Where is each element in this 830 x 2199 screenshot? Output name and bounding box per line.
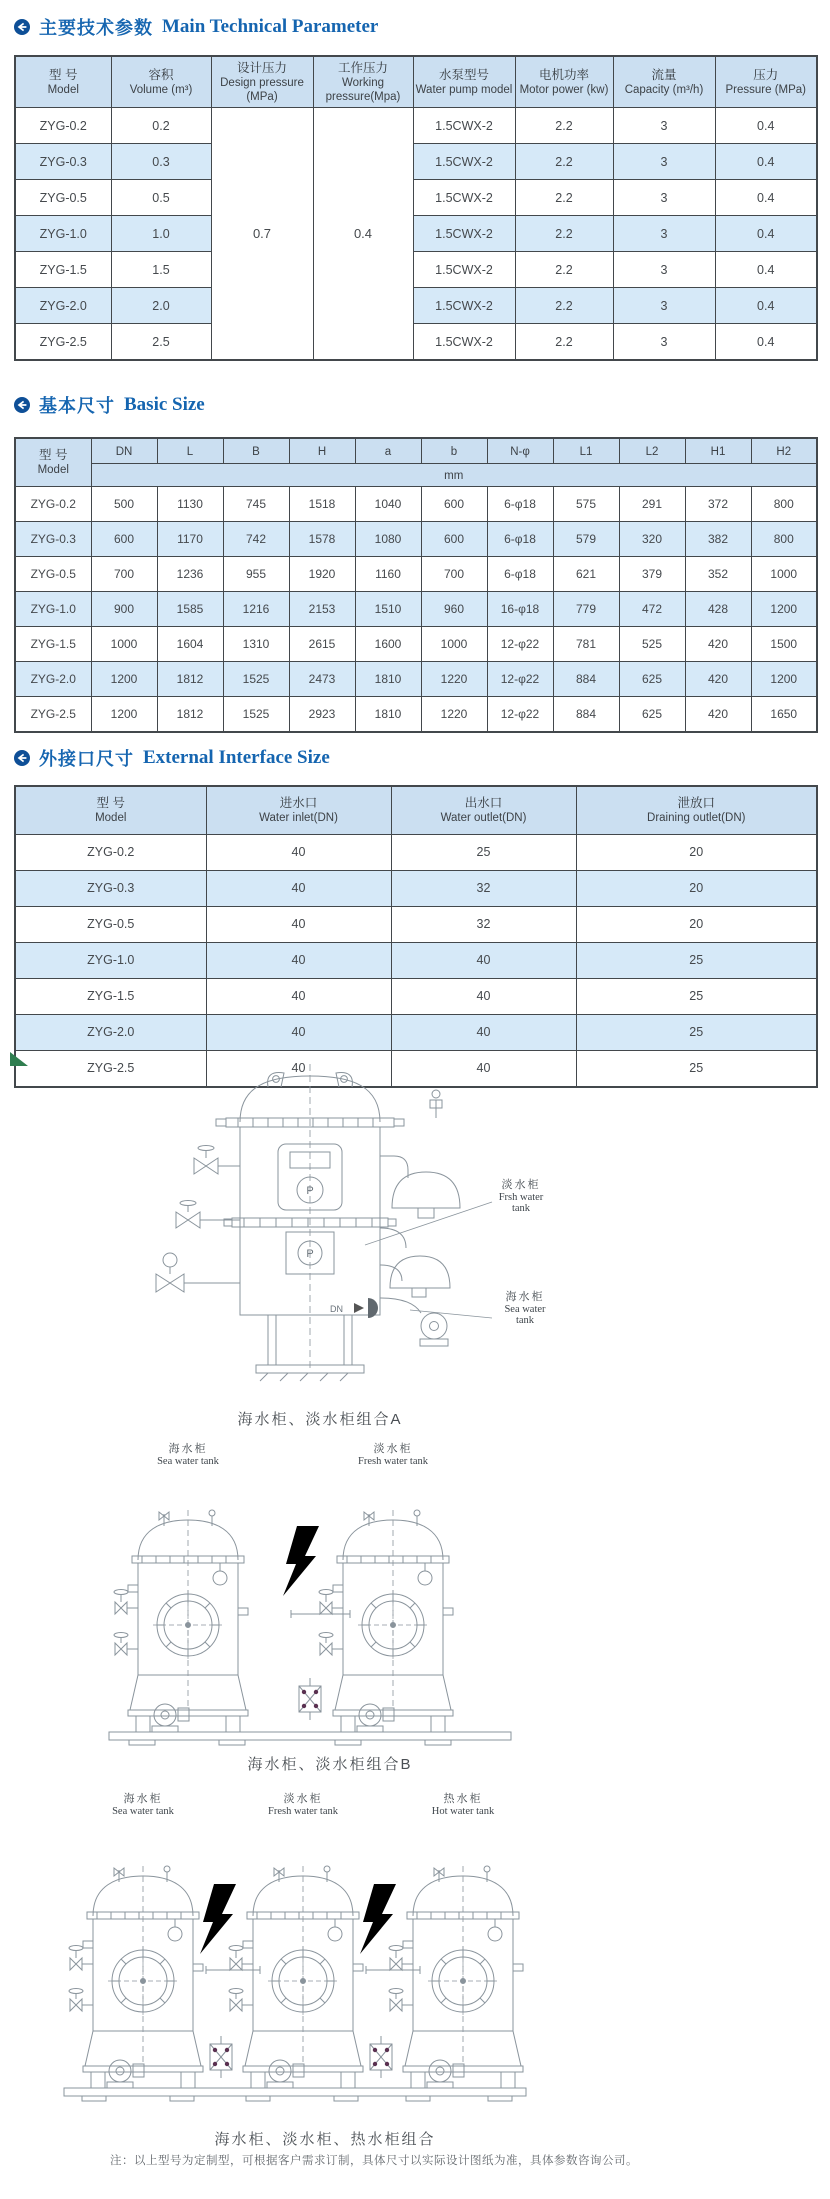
diagram-label-fresh-water-tank: 淡水柜 Fresh water tank	[268, 1793, 338, 1817]
diagram-label-sea-water-tank: 海水柜 Sea water tank	[112, 1793, 174, 1817]
table-cell: 1040	[355, 487, 421, 522]
table-cell: 12-φ22	[487, 662, 553, 697]
interface-size-table	[14, 785, 818, 1088]
table-cell: ZYG-2.0	[15, 662, 91, 697]
table-cell: 1220	[421, 697, 487, 733]
table-cell: ZYG-0.2	[15, 487, 91, 522]
table-cell: 700	[91, 557, 157, 592]
diagram-label-fresh-water-tank: 淡水柜 Frsh water tank	[498, 1179, 544, 1214]
diagram-label-sea-water-tank: 海水柜 Sea water tank	[157, 1443, 219, 1467]
table-cell: 0.4	[715, 216, 817, 252]
dn-label: DN	[330, 1304, 343, 1314]
table-cell: 40	[206, 1050, 391, 1087]
table-cell: 525	[619, 627, 685, 662]
table-cell: 2.2	[515, 324, 613, 361]
section-title-en: External Interface Size	[143, 747, 330, 768]
table-cell: 372	[685, 487, 751, 522]
valve-unit-icon	[299, 1678, 321, 1720]
table-cell: ZYG-2.5	[15, 697, 91, 733]
table-cell: 40	[391, 1050, 576, 1087]
table-cell: 1130	[157, 487, 223, 522]
lightning-bolt-icon	[360, 1884, 396, 1954]
table-row	[15, 108, 817, 144]
table-cell: 1220	[421, 662, 487, 697]
table-row	[15, 324, 817, 361]
table-header-row	[15, 786, 817, 834]
section-title-zh: 主要技术参数	[39, 18, 153, 38]
basic-size-table	[14, 437, 818, 733]
diagram-label-hot-water-tank: 热水柜 Hot water tank	[431, 1793, 495, 1817]
table-cell: 2.2	[515, 216, 613, 252]
col-header: a	[355, 438, 421, 464]
table-row	[15, 487, 817, 522]
table-cell: 1518	[289, 487, 355, 522]
table-cell: 1812	[157, 662, 223, 697]
table-cell: 16-φ18	[487, 592, 553, 627]
table-cell: 1585	[157, 592, 223, 627]
col-header: H1	[685, 438, 751, 464]
table-header-row	[15, 438, 817, 464]
flow-arrow-icon	[354, 1303, 364, 1313]
table-cell: 472	[619, 592, 685, 627]
table-cell: 1216	[223, 592, 289, 627]
table-cell: ZYG-1.5	[15, 978, 206, 1014]
table-cell: 1810	[355, 697, 421, 733]
table-cell: ZYG-0.5	[15, 906, 206, 942]
table-cell: 0.4	[715, 324, 817, 361]
table-cell: 291	[619, 487, 685, 522]
lightning-bolt-icon	[200, 1884, 236, 1954]
table-cell: 3	[613, 252, 715, 288]
table-cell: ZYG-0.2	[15, 834, 206, 870]
col-header: 工作压力 Working pressure(Mpa)	[313, 56, 413, 108]
table-cell: 1.5CWX-2	[413, 108, 515, 144]
table-cell: 2.2	[515, 288, 613, 324]
table-cell: 884	[553, 697, 619, 733]
table-cell: 1.5CWX-2	[413, 180, 515, 216]
table-cell: 2473	[289, 662, 355, 697]
col-header: 水泵型号 Water pump model	[413, 56, 515, 108]
table-cell: 40	[391, 1014, 576, 1050]
table-cell: 3	[613, 108, 715, 144]
table-row	[15, 522, 817, 557]
table-row	[15, 252, 817, 288]
diagram-combination-a	[140, 1060, 570, 1440]
table-row	[15, 942, 817, 978]
table-cell: 1200	[91, 662, 157, 697]
section-bullet-icon	[14, 19, 30, 35]
table-cell: 6-φ18	[487, 557, 553, 592]
table-cell: 1810	[355, 662, 421, 697]
table-cell: 1160	[355, 557, 421, 592]
table-cell: 1080	[355, 522, 421, 557]
table-cell: 20	[576, 870, 817, 906]
table-cell: 420	[685, 627, 751, 662]
table-cell: ZYG-0.3	[15, 522, 91, 557]
table-cell: 742	[223, 522, 289, 557]
handwheel-icon	[163, 1253, 177, 1267]
table-cell: 20	[576, 906, 817, 942]
table-cell: 955	[223, 557, 289, 592]
section-title-zh: 基本尺寸	[39, 396, 115, 416]
table-cell: 1650	[751, 697, 817, 733]
pump-bell-icon	[392, 1172, 460, 1208]
table-row	[15, 662, 817, 697]
table-row	[15, 906, 817, 942]
table-cell: 40	[206, 834, 391, 870]
table-cell: 1604	[157, 627, 223, 662]
col-header: L	[157, 438, 223, 464]
table-cell: 0.5	[111, 180, 211, 216]
table-cell: 40	[206, 1014, 391, 1050]
table-cell-working-pressure: 0.4	[313, 108, 413, 361]
table-row	[15, 144, 817, 180]
col-header: 进水口 Water inlet(DN)	[206, 786, 391, 834]
table-cell: 25	[576, 978, 817, 1014]
table-cell: 3	[613, 324, 715, 361]
table-cell: 20	[576, 834, 817, 870]
table-cell: 1.5	[111, 252, 211, 288]
table-cell: 625	[619, 662, 685, 697]
section-title-zh: 外接口尺寸	[39, 749, 134, 769]
base-frame	[64, 1966, 526, 2101]
table-cell: 800	[751, 487, 817, 522]
table-cell: 600	[421, 487, 487, 522]
table-cell: 579	[553, 522, 619, 557]
table-row	[15, 870, 817, 906]
table-cell: ZYG-2.0	[15, 288, 111, 324]
gauge-letter: P	[306, 1248, 314, 1260]
table-cell: 3	[613, 216, 715, 252]
col-header: b	[421, 438, 487, 464]
table-cell: 0.4	[715, 252, 817, 288]
col-header: 型 号 Model	[15, 56, 111, 108]
table-cell: 6-φ18	[487, 487, 553, 522]
col-header: 电机功率 Motor power (kw)	[515, 56, 613, 108]
table-cell: 40	[206, 942, 391, 978]
table-cell: 2.2	[515, 180, 613, 216]
table-cell: 500	[91, 487, 157, 522]
table-row	[15, 697, 817, 733]
table-cell: 25	[391, 834, 576, 870]
table-cell: 40	[391, 942, 576, 978]
table-cell: 3	[613, 180, 715, 216]
table-cell: 2.2	[515, 108, 613, 144]
col-header: L2	[619, 438, 685, 464]
table-cell: 0.4	[715, 288, 817, 324]
table-row	[15, 592, 817, 627]
footnote: 注：以上型号为定制型，可根据客户需求订制，具体尺寸以实际设计图纸为准，具体参数咨询公司。	[110, 2155, 638, 2167]
table-cell: 779	[553, 592, 619, 627]
table-cell: 1.5CWX-2	[413, 216, 515, 252]
diagram-caption-c: 海水柜、淡水柜、热水柜组合	[214, 2131, 436, 2148]
section-heading-basic-size	[14, 392, 205, 418]
table-cell: ZYG-1.0	[15, 942, 206, 978]
table-cell: 40	[206, 870, 391, 906]
col-header: DN	[91, 438, 157, 464]
table-cell: 1000	[421, 627, 487, 662]
table-cell: 1812	[157, 697, 223, 733]
unit-header: mm	[91, 464, 817, 487]
table-cell: 1.5CWX-2	[413, 324, 515, 361]
diagram-combination-c	[60, 1788, 580, 2173]
table-cell: 12-φ22	[487, 697, 553, 733]
green-triangle-decoration	[10, 1052, 28, 1066]
table-cell: 40	[391, 978, 576, 1014]
table-cell: 2.0	[111, 288, 211, 324]
table-cell: ZYG-1.5	[15, 252, 111, 288]
table-cell: 745	[223, 487, 289, 522]
col-header: N-φ	[487, 438, 553, 464]
table-cell: 40	[206, 906, 391, 942]
table-cell: 900	[91, 592, 157, 627]
table-cell: 1.0	[111, 216, 211, 252]
col-header-model: 型 号 Model	[15, 438, 91, 487]
table-cell: ZYG-2.0	[15, 1014, 206, 1050]
table-cell: 352	[685, 557, 751, 592]
table-cell: 2153	[289, 592, 355, 627]
diagram-caption-b: 海水柜、淡水柜组合B	[247, 1756, 413, 1773]
table-cell: 960	[421, 592, 487, 627]
table-cell: 2923	[289, 697, 355, 733]
table-cell: 0.4	[715, 108, 817, 144]
table-cell: 1.5CWX-2	[413, 144, 515, 180]
table-cell: 2.2	[515, 144, 613, 180]
table-cell: 420	[685, 662, 751, 697]
table-cell: 1525	[223, 697, 289, 733]
table-cell: 1000	[751, 557, 817, 592]
table-cell: 0.3	[111, 144, 211, 180]
table-cell: 1.5CWX-2	[413, 288, 515, 324]
table-row	[15, 216, 817, 252]
table-cell: ZYG-0.5	[15, 180, 111, 216]
technical-parameter-table	[14, 55, 818, 361]
table-cell: 420	[685, 697, 751, 733]
section-title-en: Basic Size	[124, 394, 205, 415]
table-cell: 0.4	[715, 180, 817, 216]
table-cell: ZYG-1.0	[15, 216, 111, 252]
table-cell: 1200	[751, 662, 817, 697]
col-header: 流量 Capacity (m³/h)	[613, 56, 715, 108]
section-bullet-icon	[14, 750, 30, 766]
col-header: H	[289, 438, 355, 464]
gauge-letter: P	[306, 1185, 314, 1197]
table-cell: 428	[685, 592, 751, 627]
table-cell: 3	[613, 288, 715, 324]
diagram-label-fresh-water-tank: 淡水柜 Fresh water tank	[358, 1443, 428, 1467]
col-header: B	[223, 438, 289, 464]
col-header: 压力 Pressure (MPa)	[715, 56, 817, 108]
table-cell: ZYG-2.5	[15, 324, 111, 361]
col-header: 出水口 Water outlet(DN)	[391, 786, 576, 834]
table-cell: 32	[391, 906, 576, 942]
table-cell: 600	[421, 522, 487, 557]
table-cell: 800	[751, 522, 817, 557]
table-cell: 1310	[223, 627, 289, 662]
table-cell: 3	[613, 144, 715, 180]
table-cell: 2.2	[515, 252, 613, 288]
table-cell: ZYG-1.5	[15, 627, 91, 662]
table-row	[15, 180, 817, 216]
table-cell: 1170	[157, 522, 223, 557]
table-cell: 379	[619, 557, 685, 592]
table-cell: 1.5CWX-2	[413, 252, 515, 288]
table-row	[15, 627, 817, 662]
section-heading-interface	[14, 745, 330, 771]
tank-drawing-b	[85, 1474, 575, 1746]
table-cell: 1600	[355, 627, 421, 662]
table-row	[15, 288, 817, 324]
table-cell: 621	[553, 557, 619, 592]
table-header-row	[15, 56, 817, 108]
table-cell: 1920	[289, 557, 355, 592]
section-title-en: Main Technical Parameter	[162, 16, 379, 37]
lightning-bolt-icon	[283, 1526, 319, 1596]
table-cell: 781	[553, 627, 619, 662]
tank-drawing-c	[60, 1826, 540, 2108]
table-cell: ZYG-0.3	[15, 144, 111, 180]
table-cell: 1200	[751, 592, 817, 627]
table-unit-row	[15, 464, 817, 487]
table-cell: 0.2	[111, 108, 211, 144]
table-cell: 2.5	[111, 324, 211, 361]
diagram-combination-b	[85, 1438, 575, 1783]
table-cell: 12-φ22	[487, 627, 553, 662]
table-cell: ZYG-2.5	[15, 1050, 206, 1087]
table-cell: 1500	[751, 627, 817, 662]
section-bullet-icon	[14, 397, 30, 413]
table-cell: 25	[576, 942, 817, 978]
col-header: 设计压力 Design pressure (MPa)	[211, 56, 313, 108]
table-cell: 625	[619, 697, 685, 733]
section-heading-technical	[14, 14, 378, 40]
col-header: 泄放口 Draining outlet(DN)	[576, 786, 817, 834]
table-cell: 1000	[91, 627, 157, 662]
table-row	[15, 834, 817, 870]
table-cell: 25	[576, 1014, 817, 1050]
table-cell: 25	[576, 1050, 817, 1087]
table-row	[15, 1014, 817, 1050]
table-cell: 1510	[355, 592, 421, 627]
table-cell: ZYG-0.2	[15, 108, 111, 144]
table-cell: ZYG-1.0	[15, 592, 91, 627]
table-cell: 1236	[157, 557, 223, 592]
table-cell: ZYG-0.3	[15, 870, 206, 906]
col-header: 容积 Volume (m³)	[111, 56, 211, 108]
table-cell: ZYG-0.5	[15, 557, 91, 592]
table-cell: 1578	[289, 522, 355, 557]
table-cell: 320	[619, 522, 685, 557]
table-row	[15, 978, 817, 1014]
table-row	[15, 557, 817, 592]
table-cell: 1200	[91, 697, 157, 733]
valve-unit-icon	[210, 2036, 232, 2078]
diagram-caption-a: 海水柜、淡水柜组合A	[237, 1411, 403, 1428]
table-cell: 884	[553, 662, 619, 697]
col-header: L1	[553, 438, 619, 464]
diagram-label-sea-water-tank: 海水柜 Sea water tank	[504, 1291, 546, 1326]
col-header: 型 号 Model	[15, 786, 206, 834]
table-cell: 6-φ18	[487, 522, 553, 557]
table-cell: 700	[421, 557, 487, 592]
table-cell: 0.4	[715, 144, 817, 180]
table-cell: 382	[685, 522, 751, 557]
col-header: H2	[751, 438, 817, 464]
table-cell: 1525	[223, 662, 289, 697]
table-cell: 32	[391, 870, 576, 906]
valve-unit-icon	[370, 2036, 392, 2078]
table-cell-design-pressure: 0.7	[211, 108, 313, 361]
tank-drawing-a	[140, 1060, 570, 1398]
leader-line	[410, 1310, 492, 1318]
pump-icon	[421, 1313, 447, 1339]
table-cell: 2615	[289, 627, 355, 662]
tank-body-drawing	[156, 1064, 492, 1381]
table-cell: 575	[553, 487, 619, 522]
table-cell: 600	[91, 522, 157, 557]
table-cell: 40	[206, 978, 391, 1014]
